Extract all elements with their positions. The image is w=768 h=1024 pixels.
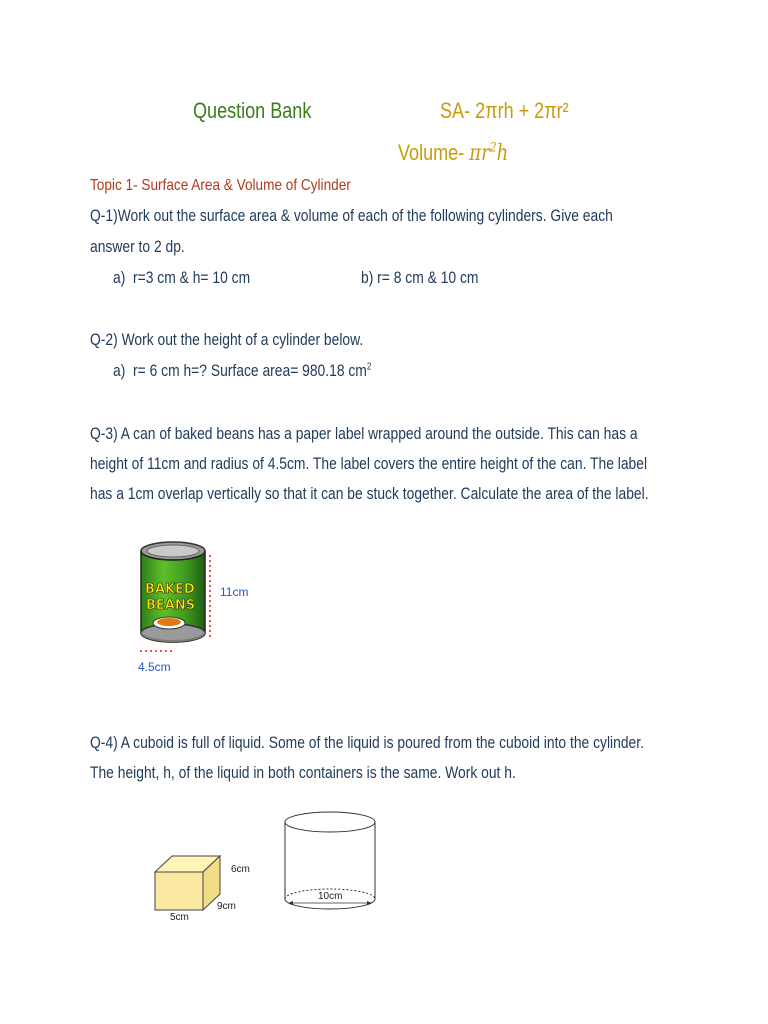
q2-a-text: r= 6 cm h=? Surface area= 980.18 cm [133,362,367,380]
volume-pi-r: πr [469,141,490,166]
cuboid-width-label: 5cm [170,912,189,923]
cylinder-diameter-label: 10cm [318,891,343,902]
volume-label: Volume- [398,140,465,165]
q3-line-2: height of 11cm and radius of 4.5cm. The label covers the entire height of the can. The label [90,455,648,473]
can-text-beans: BEANS [146,598,196,613]
q3-line-1: Q-3) A can of baked beans has a paper label wrapped around the outside. This can has a [90,425,638,443]
q4-line-1: Q-4) A cuboid is full of liquid. Some of the liquid is poured from the cuboid into the cylinder. [90,734,644,752]
q1-line-2: answer to 2 dp. [90,238,185,256]
cuboid-icon [155,856,220,910]
baked-beans-can-figure [130,535,270,675]
q1-a-marker: a) [113,269,126,287]
q1-part-a [113,269,250,288]
volume-exponent: 2 [489,140,497,156]
q1-line-1: Q-1)Work out the surface area & volume of each of the following cylinders. Give each [90,207,613,225]
q4-line-2: The height, h, of the liquid in both containers is the same. Work out h. [90,764,516,782]
can-text-baked: BAKED [145,582,195,597]
q2-line-1: Q-2) Work out the height of a cylinder below. [90,331,364,349]
cuboid-depth-label: 9cm [217,901,236,912]
volume-formula [398,140,508,166]
page-title: Question Bank [193,98,312,123]
q2-a-exponent: 2 [366,361,372,373]
can-radius-label: 4.5cm [138,660,171,674]
cuboid-height-label: 6cm [231,864,250,875]
topic-heading: Topic 1- Surface Area & Volume of Cylinder [90,177,351,194]
q1-a-text: r=3 cm & h= 10 cm [133,269,251,287]
q3-line-3: has a 1cm overlap vertically so that it can be stuck together. Calculate the area of the label. [90,485,649,503]
q1-part-b: b) r= 8 cm & 10 cm [361,269,479,287]
can-height-label: 11cm [220,585,249,599]
q2-part-a [113,362,371,381]
surface-area-formula: SA- 2πrh + 2πr² [440,98,569,123]
volume-h: h [496,141,509,166]
q2-a-marker: a) [113,362,126,380]
